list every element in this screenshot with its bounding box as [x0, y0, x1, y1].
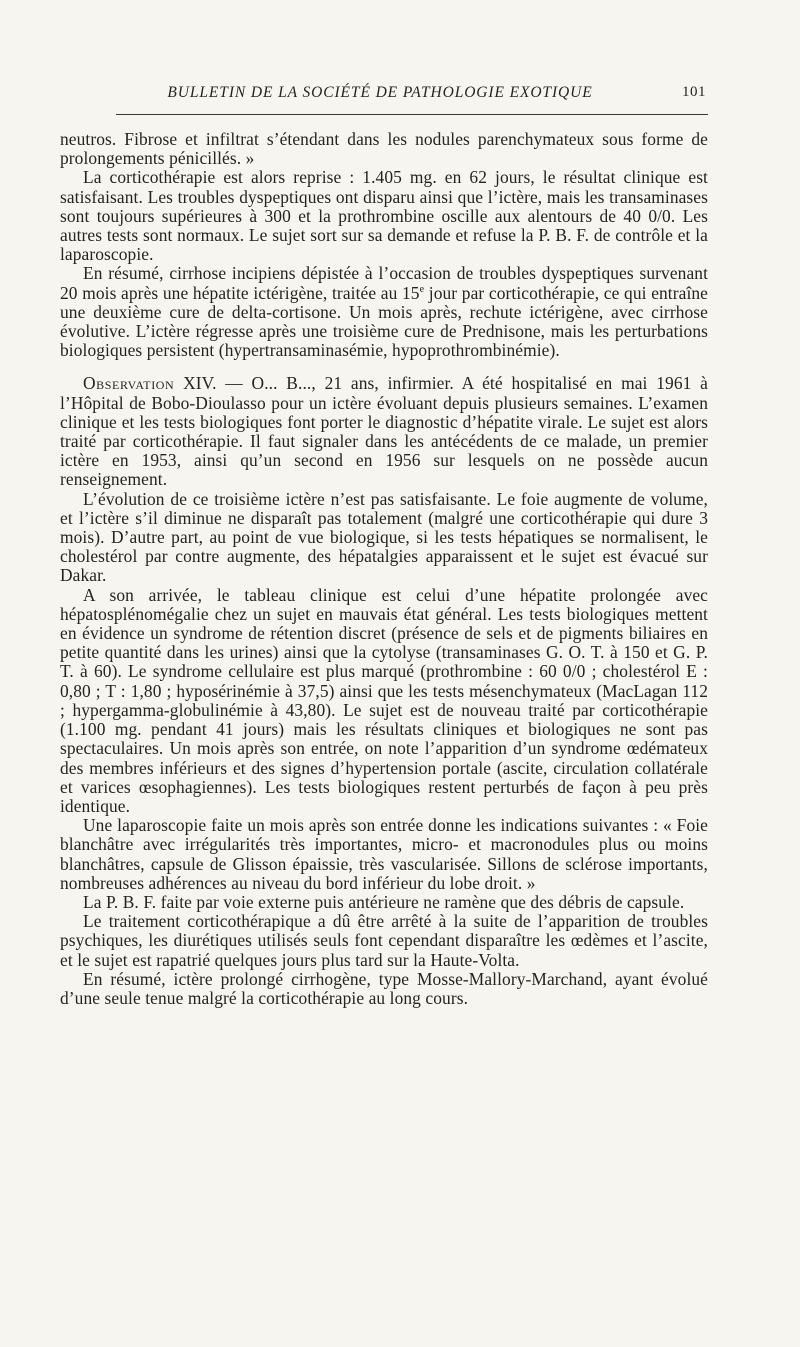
page-header — [60, 84, 708, 108]
paragraph-6: A son arrivée, le tableau clinique est celui d’une hépatite prolongée avec hépatosplénomégalie chez un sujet en mauvais état général. Les tests biologiques mettent en évidence un syndrome de rétention discret (présence de sels et de pigments biliaires en petite quantité dans les urines) ainsi que la cytolyse (transaminases G. O. T. à 150 et G. P. T. à 60). Le syndrome cellulaire est plus marqué (prothrombine : 60 0/0 ; cholestérol E : 0,80 ; T : 1,80 ; hyposérinémie à 37,5) ainsi que les tests mésenchymateux (MacLagan 112 ; hypergamma-globulinémie à 43,80). Le sujet est de nouveau traité par corticothérapie (1.100 mg. pendant 41 jours) mais les résultats cliniques et biologiques ne sont pas spectaculaires. Un mois après son entrée, on note l’apparition d’un syndrome œdémateux des membres inférieurs et des signes d’hypertension portale (ascite, circulation collatérale et varices œsophagiennes). Les tests biologiques restent perturbés de façon à peu près identique. — [60, 584, 708, 816]
paragraph-3-text-b: jour par corticothérapie, ce qui entraîne une deuxième cure de delta-cortisone. Un mois après, rechute ictérigène, avec cirrhose évolutive. L’ictère régresse après une troisième cure de Prednisone, mais les perturbations biologiques persistent (hypertransaminasémie, hypoprothrombinémie). — [60, 282, 708, 361]
page-number: 101 — [682, 84, 706, 100]
paragraph-8: La P. B. F. faite par voie externe puis antérieure ne ramène que des débris de capsule. — [83, 891, 685, 912]
running-title: BULLETIN DE LA SOCIÉTÉ DE PATHOLOGIE EXOTIQUE — [167, 84, 593, 101]
paragraph-2: La corticothérapie est alors reprise : 1.405 mg. en 62 jours, le résultat clinique est satisfaisant. Les troubles dyspeptiques ont disparu ainsi que l’ictère, mais les transaminases sont toujours supérieures à 300 et la prothrombine oscille aux alentours de 40 0/0. Les autres tests sont normaux. Le sujet sort sur sa demande et refuse la P. B. F. de contrôle et la laparoscopie. — [60, 167, 708, 265]
paragraph-7: Une laparoscopie faite un mois après son entrée donne les indications suivantes : « Foie blanchâtre avec irrégularités très importantes, micro- et macronodules plus ou moins blanchâtres, capsule de Glisson épaissie, très vascularisée. Sillons de sclérose importants, nombreuses adhérences au niveau du bord inférieur du lobe droit. » — [60, 815, 708, 893]
header-rule — [116, 114, 708, 115]
superscript-e: e — [419, 283, 425, 295]
paragraph-3-text-a: En résumé, cirrhose incipiens dépistée à l’occasion de troubles dyspeptiques survenant 20 mois après une hépatite ictérigène, traitée au 15 — [60, 263, 708, 303]
observation-paragraph — [60, 374, 708, 489]
paragraph-3 — [60, 264, 708, 360]
paragraph-10: En résumé, ictère prolongé cirrhogène, type Mosse-Mallory-Marchand, ayant évolué d’une seule tenue malgré la corticothérapie au long cours. — [60, 968, 708, 1008]
paragraph-9: Le traitement corticothérapique a dû être arrêté à la suite de l’apparition de troubles psychiques, les diurétiques utilisés seuls font cependant disparaître les œdèmes et l’ascite, et le sujet est rapatrié quelques jours plus tard sur la Haute-Volta. — [60, 911, 708, 970]
paragraph-1: neutros. Fibrose et infiltrat s’étendant dans les nodules parenchymateux sous forme de prolongements pénicillés. » — [60, 129, 708, 169]
observation-label: Observation — [83, 373, 175, 394]
paragraph-5: L’évolution de ce troisième ictère n’est pas satisfaisante. Le foie augmente de volume, et l’ictère s’il diminue ne disparaît pas totalement (malgré une corticothérapie qui dure 3 mois). D’autre part, au point de vue biologique, si les tests hépatiques se normalisent, le cholestérol par contre augmente, des hépatalgies apparaissent et le sujet est évacué sur Dakar. — [60, 488, 708, 586]
body-text — [60, 130, 708, 1008]
observation-text: XIV. — O... B..., 21 ans, infirmier. A été hospitalisé en mai 1961 à l’Hôpital de Bobo-Dioulasso pour un ictère évoluant depuis plusieurs semaines. L’examen clinique et les tests biologiques font porter le diagnostic d’hépatite virale. Le sujet est alors traité par corticothérapie. Il faut signaler dans les antécédents de ce malade, un premier ictère en 1953, ainsi qu’un second en 1956 sur lesquels on ne possède aucun renseignement. — [60, 373, 708, 490]
